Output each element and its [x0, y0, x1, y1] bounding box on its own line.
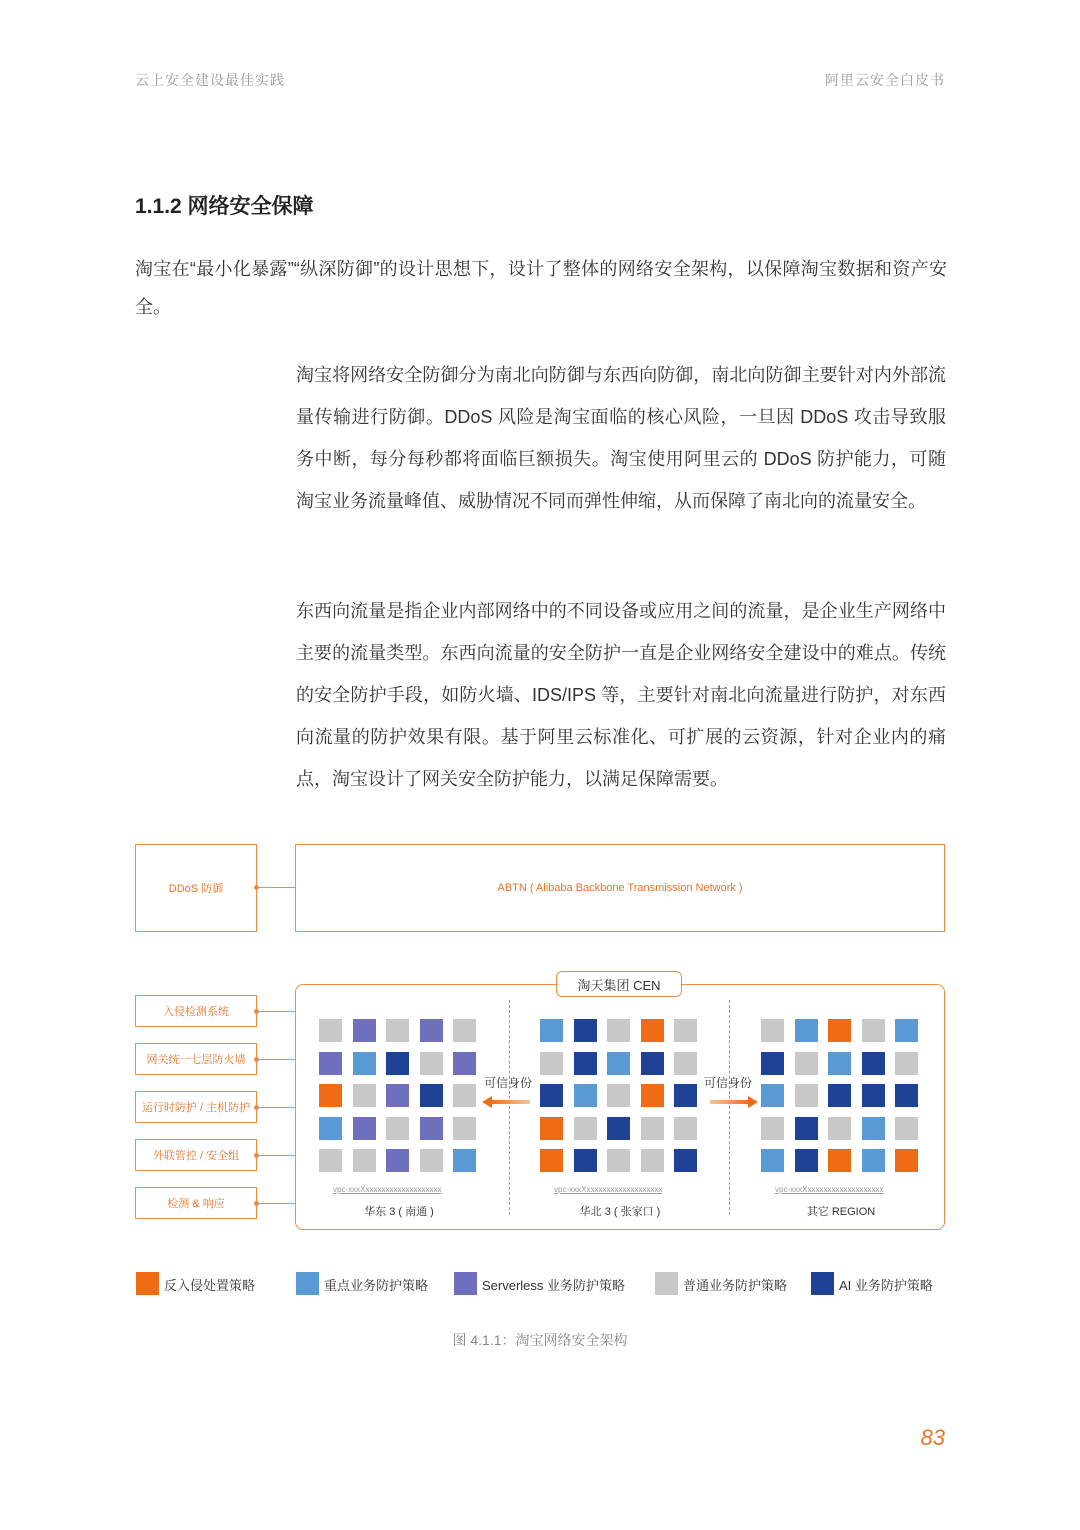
policy-square	[420, 1117, 443, 1140]
security-layer-label: 检测 & 响应	[167, 1198, 225, 1210]
security-layer-item	[135, 995, 257, 1027]
connector-line	[257, 1203, 295, 1204]
security-layer-item	[135, 1043, 257, 1075]
policy-square	[353, 1019, 376, 1042]
connector-line	[257, 1155, 295, 1156]
policy-square	[761, 1019, 784, 1042]
policy-square	[319, 1117, 342, 1140]
intro-paragraph: 淘宝在“最小化暴露”“纵深防御”的设计思想下，设计了整体的网络安全架构，以保障淘宝数据和资产安全。	[135, 259, 947, 317]
region-name: 华北 3 ( 张家口 )	[579, 1206, 661, 1218]
policy-square	[386, 1117, 409, 1140]
policy-square	[574, 1149, 597, 1172]
right-arrow-icon	[708, 1094, 758, 1110]
policy-square	[674, 1149, 697, 1172]
security-layer-item	[135, 1091, 257, 1123]
legend-label: AI 业务防护策略	[839, 1278, 933, 1293]
policy-square	[420, 1149, 443, 1172]
policy-square	[574, 1052, 597, 1075]
ddos-connector-line	[257, 887, 295, 888]
policy-square	[795, 1052, 818, 1075]
policy-square	[540, 1019, 563, 1042]
region-name: 华东 3 ( 南通 )	[364, 1206, 434, 1218]
legend-label: 反入侵处置策略	[164, 1278, 256, 1293]
policy-square	[862, 1149, 885, 1172]
security-layer-item	[135, 1139, 257, 1171]
policy-square	[607, 1052, 630, 1075]
legend-label: Serverless 业务防护策略	[482, 1278, 626, 1293]
page-number: 83	[920, 1425, 945, 1450]
policy-square	[828, 1117, 851, 1140]
policy-square	[540, 1084, 563, 1107]
policy-square	[795, 1117, 818, 1140]
policy-square	[319, 1052, 342, 1075]
abtn-label: ABTN ( Alibaba Backbone Transmission Network )	[497, 882, 743, 894]
policy-square	[353, 1149, 376, 1172]
policy-square	[453, 1052, 476, 1075]
security-layer-label: 运行时防护 / 主机防护	[141, 1102, 251, 1114]
policy-square	[862, 1019, 885, 1042]
policy-square	[540, 1117, 563, 1140]
policy-square	[674, 1084, 697, 1107]
policy-square	[828, 1149, 851, 1172]
security-layer-label: 外联管控 / 安全组	[152, 1150, 240, 1162]
abtn-box	[295, 844, 945, 932]
policy-square	[862, 1052, 885, 1075]
cen-title: 淘天集团 CEN	[577, 977, 661, 993]
policy-square	[540, 1052, 563, 1075]
security-layer-label: 入侵检测系统	[163, 1006, 229, 1018]
ddos-box	[135, 844, 257, 932]
policy-square	[862, 1117, 885, 1140]
policy-square	[607, 1019, 630, 1042]
policy-square	[862, 1084, 885, 1107]
policy-square	[761, 1117, 784, 1140]
policy-square	[795, 1149, 818, 1172]
left-arrow-icon	[482, 1094, 532, 1110]
policy-square	[540, 1149, 563, 1172]
policy-square	[895, 1117, 918, 1140]
policy-square	[453, 1019, 476, 1042]
region-name: 其它 REGION	[806, 1206, 876, 1218]
policy-square	[641, 1019, 664, 1042]
body-paragraph-1: 淘宝将网络安全防御分为南北向防御与东西向防御，南北向防御主要针对内外部流量传输进行防御。DDoS 风险是淘宝面临的核心风险，一旦因 DDoS 攻击导致服务中断，每分每秒都将面临巨额损失。淘宝使用阿里云的 DDoS 防护能力，可随淘宝业务流量峰值、威胁情况不同而弹性伸缩，从而保障了南北向的流量安全。	[296, 365, 946, 511]
policy-square	[674, 1052, 697, 1075]
policy-square	[795, 1084, 818, 1107]
policy-square	[353, 1117, 376, 1140]
section-title: 1.1.2 网络安全保障	[135, 195, 314, 218]
trusted-identity-label-1: 可信身份	[484, 1076, 533, 1090]
policy-square	[761, 1052, 784, 1075]
legend-swatch	[296, 1272, 319, 1295]
policy-square	[386, 1149, 409, 1172]
trusted-identity-label-2: 可信身份	[704, 1076, 753, 1090]
policy-square	[574, 1084, 597, 1107]
policy-square	[641, 1117, 664, 1140]
policy-square	[574, 1019, 597, 1042]
policy-square	[607, 1149, 630, 1172]
policy-square	[828, 1019, 851, 1042]
ddos-label: DDoS 防御	[168, 883, 224, 895]
cen-title-box	[556, 971, 682, 997]
policy-square	[453, 1117, 476, 1140]
policy-square	[828, 1052, 851, 1075]
vpc-id: vpc-xxxXxxxxxxxxxxxxxxxxxxx	[333, 1185, 442, 1194]
legend-label: 普通业务防护策略	[683, 1278, 788, 1293]
connector-line	[257, 1011, 295, 1012]
policy-square	[453, 1149, 476, 1172]
legend-label: 重点业务防护策略	[324, 1278, 429, 1293]
policy-square	[761, 1084, 784, 1107]
policy-square	[353, 1052, 376, 1075]
legend-swatch	[655, 1272, 678, 1295]
connector-line	[257, 1107, 295, 1108]
policy-square	[319, 1084, 342, 1107]
legend-swatch	[136, 1272, 159, 1295]
legend-swatch	[454, 1272, 477, 1295]
policy-square	[607, 1084, 630, 1107]
policy-square	[674, 1117, 697, 1140]
policy-square	[641, 1084, 664, 1107]
policy-square	[761, 1149, 784, 1172]
figure-caption: 图 4.1.1：淘宝网络安全架构	[452, 1332, 628, 1348]
policy-square	[641, 1149, 664, 1172]
policy-square	[674, 1019, 697, 1042]
policy-square	[895, 1149, 918, 1172]
vpc-id: vpc-xxxXxxxxxxxxxxxxxxxxxxx	[554, 1185, 663, 1194]
connector-line	[257, 1059, 295, 1060]
security-layer-label: 网关统一七层防火墙	[146, 1054, 246, 1066]
policy-square	[319, 1019, 342, 1042]
policy-square	[795, 1019, 818, 1042]
policy-square	[420, 1084, 443, 1107]
running-header-right: 阿里云安全白皮书	[825, 72, 945, 88]
policy-square	[353, 1084, 376, 1107]
policy-square	[895, 1019, 918, 1042]
policy-square	[420, 1019, 443, 1042]
policy-square	[420, 1052, 443, 1075]
policy-square	[319, 1149, 342, 1172]
vpc-id: vpc-xxxXxxxxxxxxxxxxxxxxxxx	[775, 1185, 884, 1194]
policy-square	[828, 1084, 851, 1107]
policy-square	[895, 1052, 918, 1075]
policy-square	[386, 1084, 409, 1107]
legend-swatch	[811, 1272, 834, 1295]
policy-square	[453, 1084, 476, 1107]
policy-square	[574, 1117, 597, 1140]
policy-square	[895, 1084, 918, 1107]
policy-square	[386, 1019, 409, 1042]
policy-square	[607, 1117, 630, 1140]
policy-square	[386, 1052, 409, 1075]
policy-square	[641, 1052, 664, 1075]
running-header-left: 云上安全建设最佳实践	[135, 72, 285, 88]
security-layer-item	[135, 1187, 257, 1219]
body-paragraph-2: 东西向流量是指企业内部网络中的不同设备或应用之间的流量，是企业生产网络中主要的流量类型。东西向流量的安全防护一直是企业网络安全建设中的难点。传统的安全防护手段，如防火墙、IDS/IPS 等，主要针对南北向流量进行防护，对东西向流量的防护效果有限。基于阿里云标准化、可扩展的云资源，针对企业内的痛点，淘宝设计了网关安全防护能力，以满足保障需要。	[296, 601, 946, 789]
